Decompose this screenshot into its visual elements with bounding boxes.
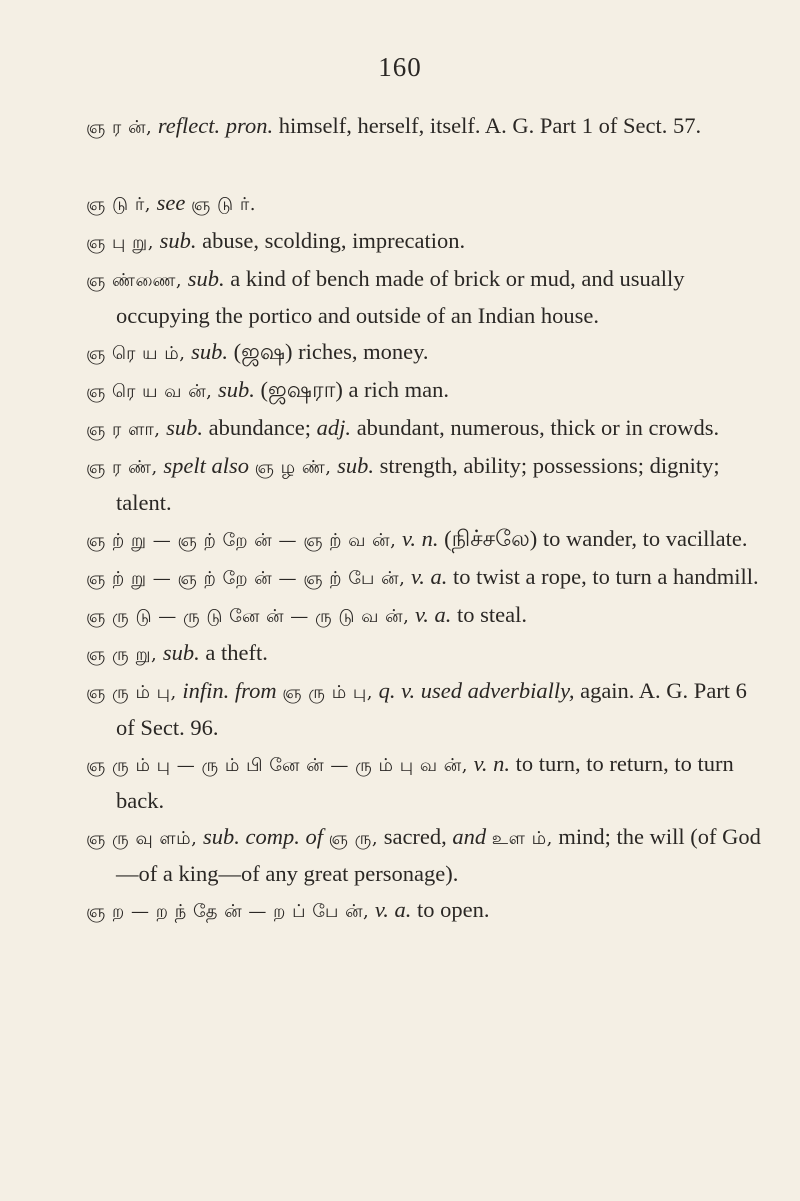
- component-word-1: ஞ ரு,: [328, 828, 379, 849]
- part-of-speech: spelt also: [163, 453, 249, 478]
- headword: ஞ ர ன்,: [86, 117, 153, 138]
- variant-spelling: ஞ ழ ண்,: [254, 457, 332, 478]
- part-of-speech: v. a.: [414, 602, 452, 627]
- gloss-1: sacred,: [383, 824, 447, 849]
- headword: ஞ ரு று,: [86, 644, 158, 665]
- entry-bench: [86, 261, 766, 333]
- entry-riches: [86, 334, 766, 371]
- definition: (ஜஷரா) a rich man.: [260, 377, 450, 402]
- headword: ஞ ற — ற ந் தே ன் — ற ப் பே ன்,: [86, 901, 370, 922]
- part-of-speech: v. a.: [374, 897, 412, 922]
- definition-1: abundance;: [208, 415, 312, 440]
- part-of-speech-2: adj.: [316, 415, 352, 440]
- part-of-speech: sub. comp. of: [202, 824, 323, 849]
- dictionary-column: [86, 108, 766, 929]
- definition: himself, herself, itself. A. G. Part 1 of Sect. 57.: [278, 113, 702, 138]
- part-of-speech: reflect. pron.: [157, 113, 274, 138]
- component-word-2: உள ம்,: [491, 828, 553, 849]
- entry-tan: [86, 108, 766, 145]
- headword: ஞ ரு டு — ரு டு னே ன் — ரு டு வ ன்,: [86, 606, 410, 627]
- part-of-speech: sub.: [166, 415, 203, 440]
- headword: ஞ ர ண்,: [86, 457, 158, 478]
- headword: ஞ ரெ ய ம்,: [86, 343, 186, 364]
- part-of-speech-2: q. v. used adverbially,: [378, 678, 575, 703]
- headword: ஞ ண்ணை,: [86, 270, 183, 291]
- definition: (நிச்சலே) to wander, to vacillate.: [444, 526, 748, 551]
- definition: abuse, scolding, imprecation.: [202, 228, 466, 253]
- entry-theft: [86, 635, 766, 672]
- definition: again. A. G. Part 6 of Sect. 96.: [116, 678, 747, 740]
- headword: ஞ ற் று — ஞ ற் றே ன் — ஞ ற் வ ன்,: [86, 530, 397, 551]
- headword: ஞ பு று,: [86, 232, 154, 253]
- part-of-speech: sub.: [159, 228, 197, 253]
- part-of-speech: v. a.: [410, 564, 448, 589]
- part-of-speech: see: [156, 190, 186, 215]
- definition: a theft.: [205, 640, 268, 665]
- part-of-speech: v. n.: [402, 526, 439, 551]
- part-of-speech: v. n.: [473, 751, 511, 776]
- entry-strength: [86, 448, 766, 520]
- entry-again: [86, 673, 766, 745]
- definition: a kind of bench made of brick or mud, and usually occupying the portico and outside of an Indian house.: [116, 266, 685, 328]
- entry-open: [86, 892, 766, 929]
- headword: ஞ ற் று — ஞ ற் றே ன் — ஞ ற் பே ன்,: [86, 568, 406, 589]
- entry-abuse: [86, 223, 766, 260]
- definition-2: abundant, numerous, thick or in crowds.: [356, 415, 720, 440]
- entry-rich-man: [86, 372, 766, 409]
- definition: to open.: [417, 897, 490, 922]
- entry-turn: [86, 746, 766, 818]
- definition: strength, ability; possessions; dignity; talent.: [116, 453, 720, 515]
- page-number: 160: [378, 52, 422, 82]
- part-of-speech: sub.: [191, 339, 228, 364]
- headword: ஞ ரெ ய வ ன்,: [86, 381, 213, 402]
- entry-wander: [86, 521, 766, 558]
- headword: ஞ ர ளா,: [86, 419, 161, 440]
- part-of-speech: sub.: [187, 266, 225, 291]
- entry-see: [86, 185, 766, 222]
- definition: to twist a rope, to turn a handmill.: [453, 564, 759, 589]
- entry-twist: [86, 559, 766, 596]
- definition: to turn, to return, to turn back.: [116, 751, 734, 813]
- part-of-speech-2: sub.: [337, 453, 375, 478]
- entry-steal: [86, 597, 766, 634]
- headword: ஞ ரு ம் பு,: [86, 682, 177, 703]
- entry-mind: [86, 819, 766, 891]
- part-of-speech: infin. from: [182, 678, 277, 703]
- part-of-speech: sub.: [218, 377, 255, 402]
- entry-abundance: [86, 410, 766, 447]
- headword: ஞ ரு வு ளம்,: [86, 828, 198, 849]
- source-word: ஞ ரு ம் பு,: [282, 682, 374, 703]
- conjunction: and: [452, 824, 487, 849]
- headword: ஞ டு ர்,: [86, 194, 151, 215]
- cross-reference: ஞ டு ர்.: [190, 194, 256, 215]
- headword: ஞ ரு ம் பு — ரு ம் பி னே ன் — ரு ம் பு வ ன்,: [86, 755, 468, 776]
- definition: (ஜஷ) riches, money.: [233, 339, 429, 364]
- part-of-speech: sub.: [162, 640, 200, 665]
- definition: to steal.: [457, 602, 528, 627]
- definition: mind; the will (of God—of a king—of any great personage).: [116, 824, 761, 886]
